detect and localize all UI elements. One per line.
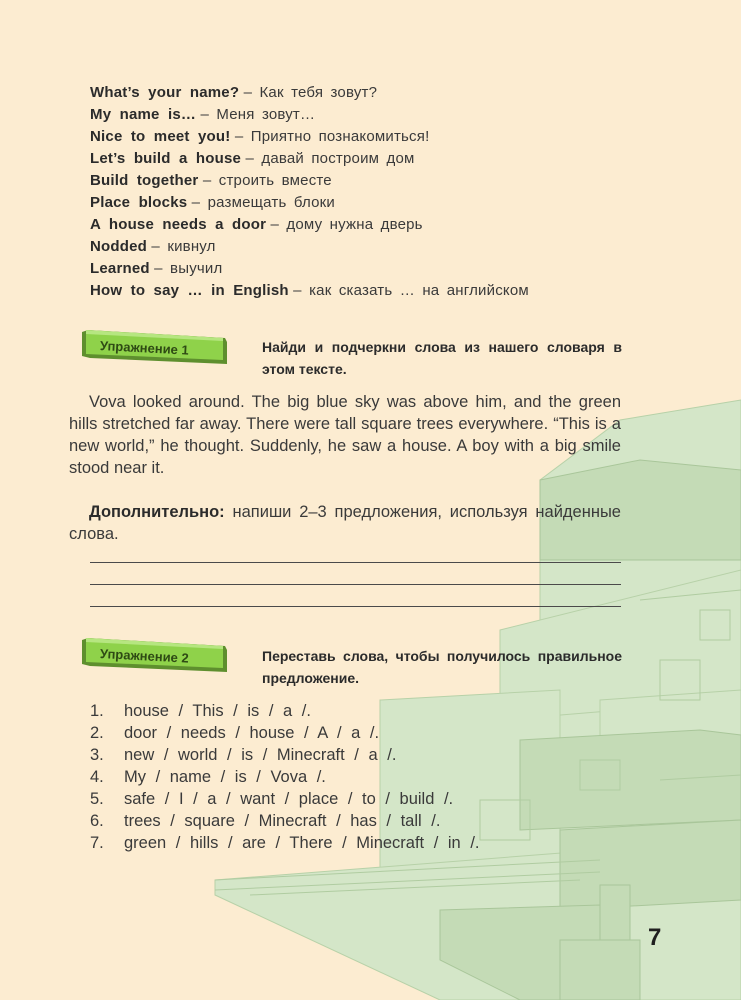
vocab-item (90, 104, 529, 126)
item-number: 7. (90, 834, 104, 852)
vocabulary-list (90, 82, 529, 302)
story-text: Vova looked around. The big blue sky was above him, and the green hills stretched far away. There were tall square trees everywhere. “This is a new world,” he thought. Suddenly, he saw a house. A boy with a big smile stood near it. (69, 393, 621, 477)
item-number: 4. (90, 768, 104, 786)
item-text: new / world / is / Minecraft / a /. (124, 746, 397, 764)
list-item (90, 722, 480, 744)
vocab-english: Build together (90, 172, 199, 189)
vocab-russian: – Как тебя зовут? (243, 84, 378, 101)
list-item (90, 700, 480, 722)
exercise-2-badge (82, 638, 227, 674)
vocab-english: How to say … in English (90, 282, 289, 299)
page-number: 7 (648, 924, 662, 951)
exercise-2-instruction: Переставь слова, чтобы получилось правильное предложение. (262, 648, 622, 686)
answer-line[interactable] (90, 606, 621, 607)
list-item (90, 810, 480, 832)
item-number: 5. (90, 790, 104, 808)
exercise-1-text (69, 391, 621, 479)
vocab-russian: – строить вместе (202, 172, 332, 189)
extra-text: напиши 2–3 предложения, используя найденные слова. (69, 503, 621, 543)
sentence-list (90, 700, 480, 854)
exercise-1-badge-label: Упражнение 1 (99, 338, 190, 358)
vocab-russian: – Меня зовут… (200, 106, 316, 123)
vocab-english: My name is… (90, 106, 197, 123)
vocab-russian: – как сказать … на английском (293, 282, 529, 299)
vocab-item (90, 258, 529, 280)
vocab-english: Let’s build a house (90, 150, 242, 167)
vocab-english: Nodded (90, 238, 148, 255)
list-item (90, 788, 480, 810)
answer-line[interactable] (90, 584, 621, 585)
vocab-item (90, 126, 529, 148)
exercise-1-badge (82, 330, 227, 366)
vocab-item (90, 192, 529, 214)
vocab-russian: – дому нужна дверь (270, 216, 423, 233)
item-text: My / name / is / Vova /. (124, 768, 326, 786)
vocab-english: What’s your name? (90, 84, 240, 101)
item-number: 3. (90, 746, 104, 764)
vocab-russian: – выучил (154, 260, 223, 277)
exercise-1-extra (69, 501, 621, 545)
extra-label: Дополнительно: (89, 503, 225, 521)
item-number: 6. (90, 812, 104, 830)
vocab-item (90, 148, 529, 170)
vocab-english: Learned (90, 260, 150, 277)
vocab-item (90, 280, 529, 302)
vocab-english: Nice to meet you! (90, 128, 231, 145)
item-number: 1. (90, 702, 104, 720)
vocab-item (90, 170, 529, 192)
item-text: house / This / is / a /. (124, 702, 311, 720)
answer-line[interactable] (90, 562, 621, 563)
list-item (90, 766, 480, 788)
exercise-2-badge-label: Упражнение 2 (99, 646, 190, 666)
vocab-russian: – размещать блоки (191, 194, 335, 211)
vocab-item (90, 236, 529, 258)
item-text: safe / I / a / want / place / to / build /. (124, 790, 454, 808)
item-text: door / needs / house / A / a /. (124, 724, 380, 742)
vocab-item (90, 214, 529, 236)
list-item (90, 832, 480, 854)
item-text: green / hills / are / There / Minecraft / in /. (124, 834, 480, 852)
vocab-item (90, 82, 529, 104)
item-text: trees / square / Minecraft / has / tall /. (124, 812, 441, 830)
vocab-english: Place blocks (90, 194, 188, 211)
vocab-english: A house needs a door (90, 216, 267, 233)
vocab-russian: – Приятно познакомиться! (234, 128, 430, 145)
vocab-russian: – давай построим дом (245, 150, 415, 167)
list-item (90, 744, 480, 766)
item-number: 2. (90, 724, 104, 742)
vocab-russian: – кивнул (151, 238, 216, 255)
exercise-1-instruction: Найди и подчеркни слова из нашего словаря в этом тексте. (262, 339, 622, 377)
